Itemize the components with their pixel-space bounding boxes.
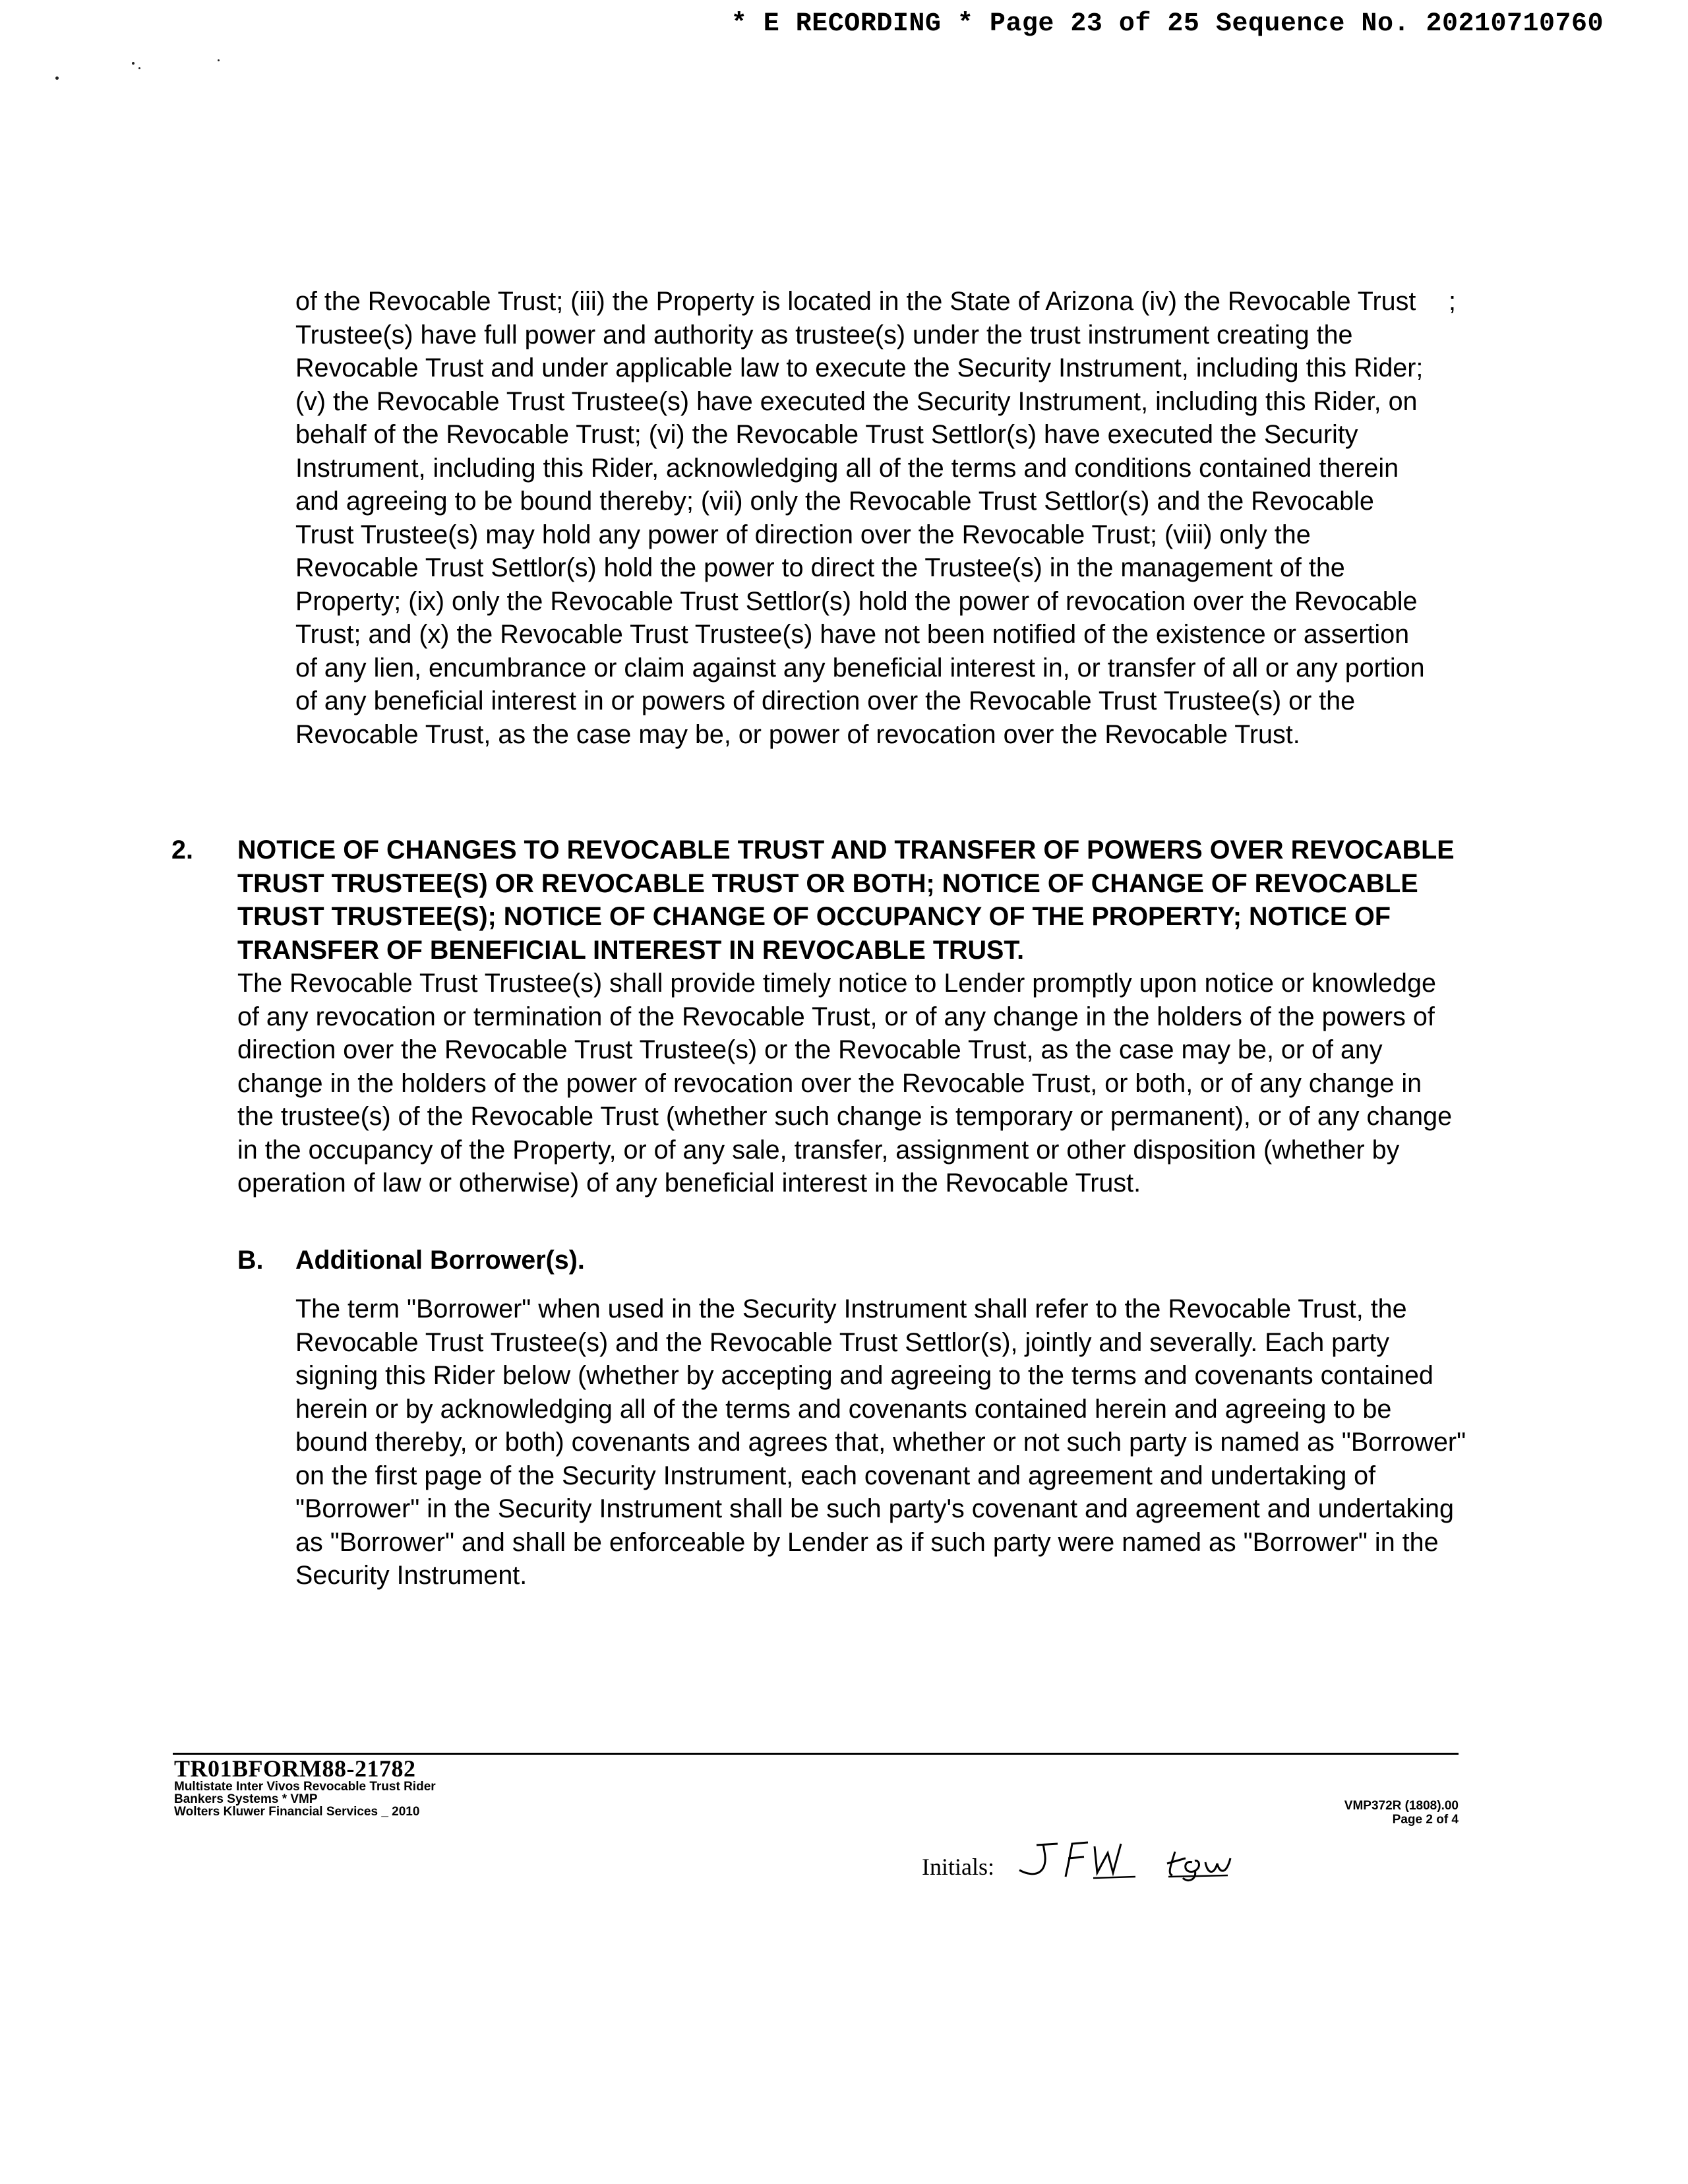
trust-representations-text: of the Revocable Trust; (iii) the Property is located in the State of Arizona (iv) the Revocable Trust Trustee(s) have full power and authority as trustee(s) under the trust instrument creating the Revocable Trust and under applicable law to execute the Security Instrument, including this Rider; (v) the Revocable Trust Trustee(s) have executed the Security Instrument, including this Rider, on behalf of the Revocable Trust; (vi) the Revocable Trust Settlor(s) have executed the Security Instrument, including this Rider, acknowledging all of the terms and conditions contained therein and agreeing to be bound thereby; (vii) only the Revocable Trust Settlor(s) and the Revocable Trust Trustee(s) may hold any power of direction over the Revocable Trust; (viii) only the Revocable Trust Settlor(s) hold the power to direct the Trustee(s) in the management of the Property; (ix) only the Revocable Trust Settlor(s) hold the power of revocation over the Revocable Trust; and (x) the Revocable Trust Trustee(s) have not been notified of the existence or assertion of any lien, encumbrance or claim against any beneficial interest in, or transfer of all or any portion of any beneficial interest in or powers of direction over the Revocable Trust Trustee(s) or the Revocable Trust, as the case may be, or power of revocation over the Revocable Trust. xyxy=(295,287,1425,749)
footer-copyright: Wolters Kluwer Financial Services _ 2010 xyxy=(174,1805,420,1819)
subsection-letter: B. xyxy=(237,1246,264,1275)
footer-publisher: Bankers Systems * VMP xyxy=(174,1792,318,1806)
subsection-title: Additional Borrower(s). xyxy=(295,1246,585,1275)
initials-signature xyxy=(1010,1838,1287,1885)
footer-form-info xyxy=(174,1757,436,1818)
footer-rule xyxy=(173,1753,1459,1755)
section-2-body xyxy=(237,834,1464,1200)
section-2-heading: NOTICE OF CHANGES TO REVOCABLE TRUST AND TRANSFER OF POWERS OVER REVOCABLE TRUST TRUSTEE(S) OR REVOCABLE TRUST OR BOTH; NOTICE OF CHANGE OF REVOCABLE TRUST TRUSTEE(S); NOTICE OF CHANGE OF OCCUPANCY OF THE PROPERTY; NOTICE OF TRANSFER OF BENEFICIAL INTEREST IN REVOCABLE TRUST. xyxy=(237,835,1455,965)
footer-form-title: Multistate Inter Vivos Revocable Trust Rider xyxy=(174,1780,436,1794)
form-id: TR01BFORM88-21782 xyxy=(174,1755,416,1782)
section-number: 2. xyxy=(171,835,193,864)
page-number: Page 2 of 4 xyxy=(1392,1813,1459,1827)
initials-label: Initials: xyxy=(922,1854,994,1880)
section-2-text: The Revocable Trust Trustee(s) shall provide timely notice to Lender promptly upon notice or knowledge of any revocation or termination of the Revocable Trust, or of any change in the holders of the powers of direction over the Revocable Trust Trustee(s) or the Revocable Trust, as the case may be, or of any change in the holders of the power of revocation over the Revocable Trust, or both, or of any change in the trustee(s) of the Revocable Trust (whether such change is temporary or permanent), or of any change in the occupancy of the Property, or of any sale, transfer, assignment or other disposition (whether by operation of law or otherwise) of any beneficial interest in the Revocable Trust. xyxy=(237,969,1453,1198)
additional-borrowers-text: The term "Borrower" when used in the Security Instrument shall refer to the Revocable Trust, the Revocable Trust Trustee(s) and the Revocable Trust Settlor(s), jointly and severally. Each party signing this Rider below (whether by accepting and agreeing to the terms and covenants contained herein or by acknowledging all of the terms and covenants contained herein and agreeing to be bound thereby, or both) covenants and agrees that, whether or not such party is named as "Borrower" on the first page of the Security Instrument, each covenant and agreement and undertaking of "Borrower" in the Security Instrument shall be such party's covenant and agreement and undertaking as "Borrower" and shall be enforceable by Lender as if such party were named as "Borrower" in the Security Instrument. xyxy=(295,1294,1466,1590)
vmp-code: VMP372R (1808).00 xyxy=(1344,1799,1459,1813)
footer-page-info xyxy=(1344,1799,1459,1827)
trust-representations-paragraph xyxy=(295,285,1456,751)
recording-header: * E RECORDING * Page 23 of 25 Sequence No. 20210710760 xyxy=(731,9,1604,39)
trailing-semicolon: ; xyxy=(1449,287,1456,316)
initials-line xyxy=(922,1853,994,1881)
additional-borrowers-heading xyxy=(237,1244,585,1277)
